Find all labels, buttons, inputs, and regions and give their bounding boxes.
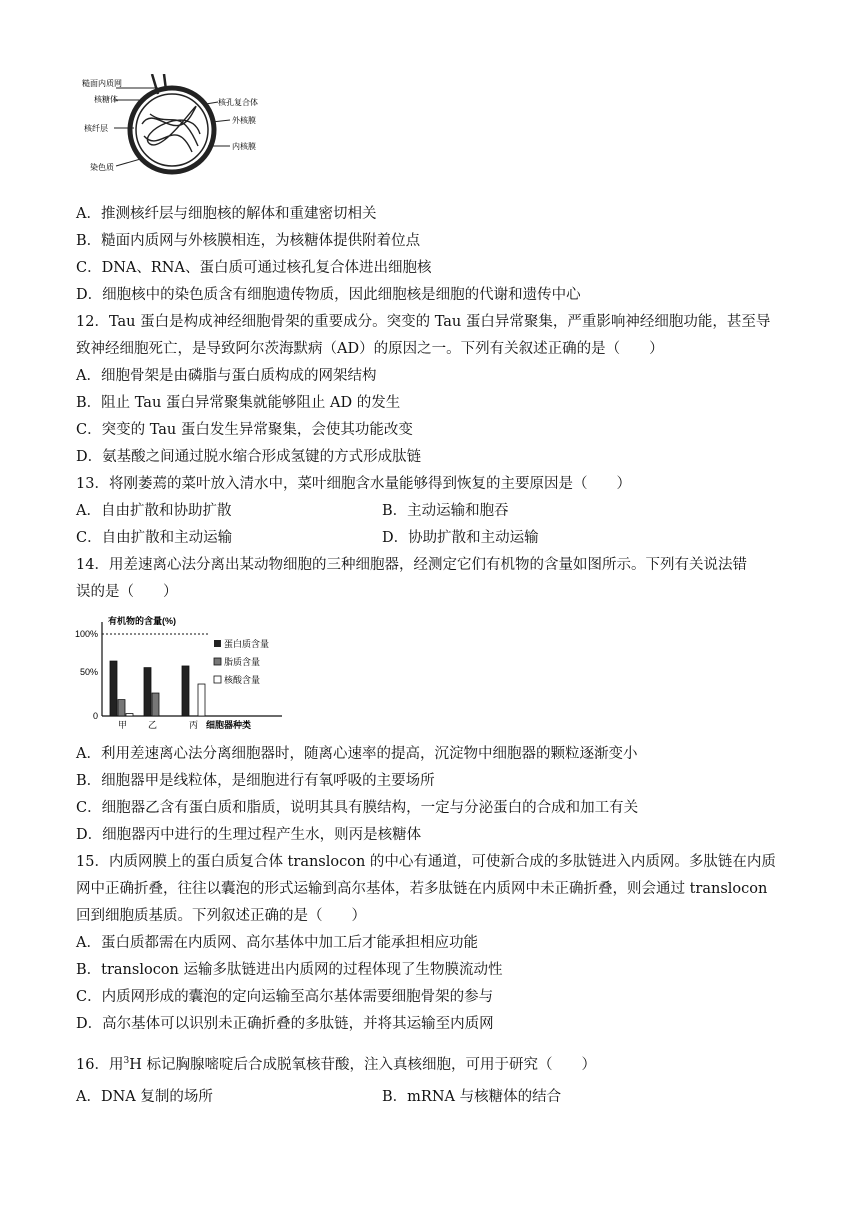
q14-stem-line1: 14．用差速离心法分离出某动物细胞的三种细胞器，经测定它们有机物的含量如图所示。下列有关说法错 — [76, 557, 747, 573]
q16-stem-suffix: H 标记胸腺嘧啶后合成脱氧核苷酸，注入真核细胞，可用于研究（ ） — [129, 1056, 596, 1073]
bar-nucleic-甲 — [126, 714, 133, 716]
q16-stem — [76, 1051, 596, 1075]
bar-nucleic-丙 — [198, 684, 205, 716]
x-category-0: 甲 — [118, 720, 128, 730]
q12-stem-line1: 12．Tau 蛋白是构成神经细胞骨架的重要成分。突变的 Tau 蛋白异常聚集，严重影响神经细胞功能，甚至导 — [76, 314, 771, 330]
bar-lipid-甲 — [118, 700, 125, 716]
bar-lipid-乙 — [152, 693, 159, 716]
q16-option-a: A．DNA 复制的场所 — [76, 1089, 213, 1105]
legend-swatch-lipid — [214, 658, 221, 665]
q12-option-b: B．阻止 Tau 蛋白异常聚集就能够阻止 AD 的发生 — [76, 395, 401, 411]
q15-option-c: C．内质网形成的囊泡的定向运输至高尔基体需要细胞骨架的参与 — [76, 989, 494, 1005]
q11-option-d: D．细胞核中的染色质含有细胞遗传物质，因此细胞核是细胞的代谢和遗传中心 — [76, 287, 581, 303]
q15-stem-line2: 网中正确折叠，往往以囊泡的形式运输到高尔基体，若多肽链在内质网中未正确折叠，则会通过 translocon — [76, 881, 768, 897]
legend-swatch-nucleic — [214, 676, 221, 683]
q12-option-d: D．氨基酸之间通过脱水缩合形成氢键的方式形成肽链 — [76, 449, 422, 465]
fig1-label-lamina: 核纤层 — [84, 124, 108, 133]
q13-stem: 13．将刚萎蔫的菜叶放入清水中，菜叶细胞含水量能够得到恢复的主要原因是（ ） — [76, 476, 631, 492]
bar-protein-丙 — [182, 666, 189, 716]
bar-protein-甲 — [110, 661, 117, 716]
q13-option-d: D．协助扩散和主动运输 — [382, 530, 539, 546]
q14-option-a: A．利用差速离心法分离细胞器时，随离心速率的提高，沉淀物中细胞器的颗粒逐渐变小 — [76, 746, 638, 762]
q12-option-a: A．细胞骨架是由磷脂与蛋白质构成的网架结构 — [76, 368, 377, 384]
nucleus-diagram — [80, 74, 270, 178]
fig1-label-chromatin: 染色质 — [90, 163, 114, 172]
q15-option-a: A．蛋白质都需在内质网、高尔基体中加工后才能承担相应功能 — [76, 935, 478, 951]
legend-swatch-protein — [214, 640, 221, 647]
q13-option-c: C．自由扩散和主动运输 — [76, 530, 233, 546]
q14-option-d: D．细胞器丙中进行的生理过程产生水，则丙是核糖体 — [76, 827, 422, 843]
fig1-label-outer: 外核膜 — [232, 116, 256, 125]
q16-stem-prefix: 16．用 — [76, 1056, 124, 1073]
q13-option-a: A．自由扩散和协助扩散 — [76, 503, 232, 519]
q15-stem-line1: 15．内质网膜上的蛋白质复合体 translocon 的中心有通道，可使新合成的多肽链进入内质网。多肽链在内质 — [76, 854, 776, 870]
q12-stem-line2: 致神经细胞死亡，是导致阿尔茨海默病（AD）的原因之一。下列有关叙述正确的是（ ） — [76, 341, 664, 357]
q14-option-c: C．细胞器乙含有蛋白质和脂质，说明其具有膜结构，一定与分泌蛋白的合成和加工有关 — [76, 800, 639, 816]
legend-nucleic: 核酸含量 — [224, 675, 261, 685]
x-axis-label: 细胞器种类 — [206, 720, 252, 730]
y-tick-50: 50% — [79, 667, 98, 677]
x-category-1: 乙 — [148, 720, 158, 730]
q15-stem-line3: 回到细胞质基质。下列叙述正确的是（ ） — [76, 908, 366, 924]
organelle-content-chart — [72, 610, 292, 734]
q11-option-b: B．糙面内质网与外核膜相连，为核糖体提供附着位点 — [76, 233, 421, 249]
y-tick-100: 100% — [74, 629, 98, 639]
q12-option-c: C．突变的 Tau 蛋白发生异常聚集，会使其功能改变 — [76, 422, 413, 438]
q15-option-b: B．translocon 运输多肽链进出内质网的过程体现了生物膜流动性 — [76, 962, 503, 978]
q14-stem-line2: 误的是（ ） — [76, 584, 178, 600]
q11-option-a: A．推测核纤层与细胞核的解体和重建密切相关 — [76, 206, 377, 222]
q11-option-c: C．DNA、RNA、蛋白质可通过核孔复合体进出细胞核 — [76, 260, 432, 276]
fig1-label-inner: 内核膜 — [232, 142, 256, 151]
q14-option-b: B．细胞器甲是线粒体，是细胞进行有氧呼吸的主要场所 — [76, 773, 435, 789]
chart-title: 有机物的含量(%) — [108, 616, 176, 626]
q13-option-b: B．主动运输和胞吞 — [382, 503, 509, 519]
q16-option-b: B．mRNA 与核糖体的结合 — [382, 1089, 562, 1105]
y-tick-0: 0 — [92, 711, 98, 721]
fig1-label-npc: 核孔复合体 — [218, 98, 258, 107]
fig1-label-rer: 糙面内质网 — [82, 79, 122, 88]
x-category-2: 丙 — [189, 720, 199, 730]
q15-option-d: D．高尔基体可以识别未正确折叠的多肽链，并将其运输至内质网 — [76, 1016, 494, 1032]
fig1-label-ribosome: 核糖体 — [94, 95, 118, 104]
q16-superscript: 3 — [123, 1056, 130, 1066]
legend-lipid: 脂质含量 — [224, 657, 261, 667]
bar-protein-乙 — [144, 668, 151, 716]
legend-protein: 蛋白质含量 — [224, 639, 270, 649]
